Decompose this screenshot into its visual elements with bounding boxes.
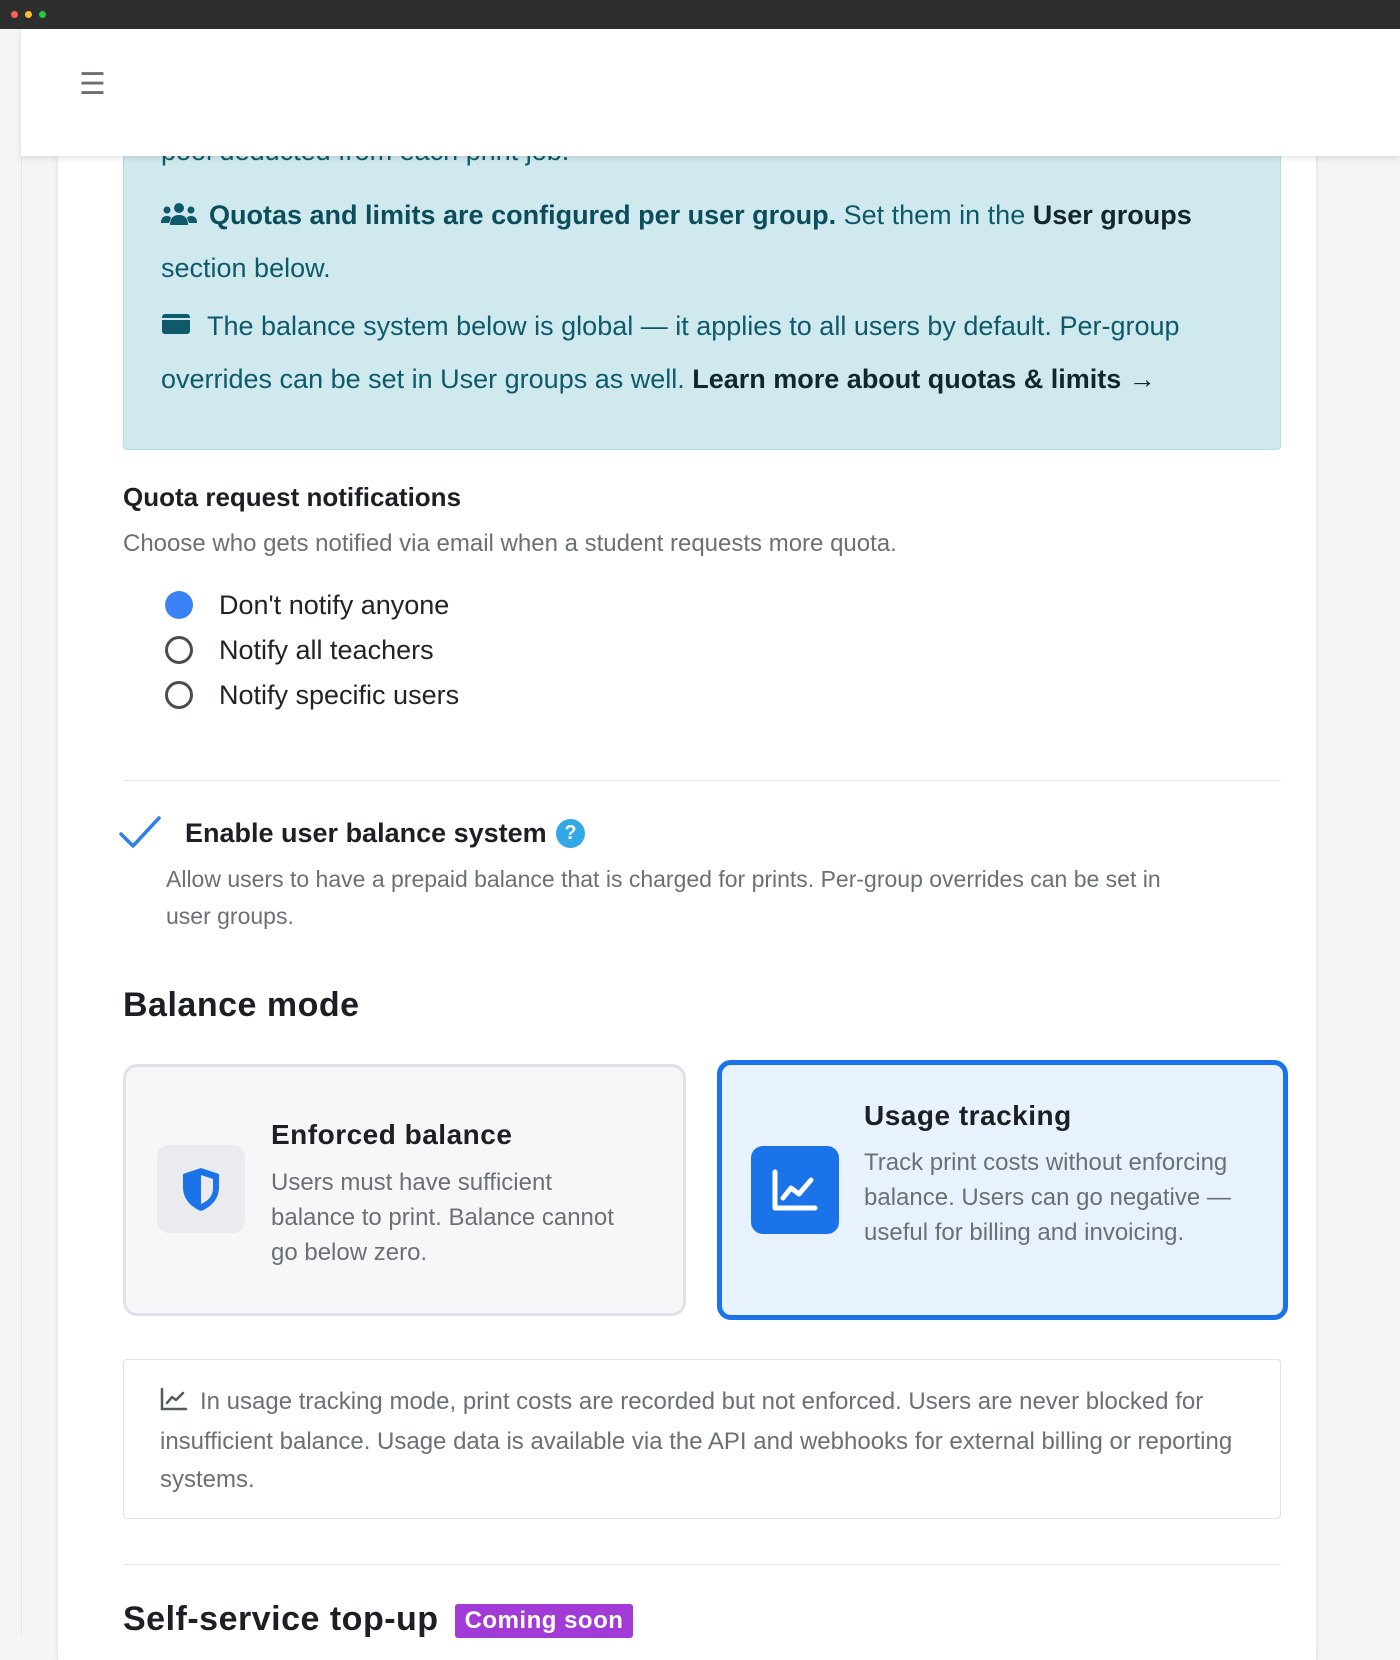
tracking-icon-box — [751, 1146, 839, 1234]
balance-line2-text: overrides can be set in User groups as well. — [161, 364, 693, 394]
window-titlebar — [0, 0, 1400, 29]
usage-tracking-title: Usage tracking — [864, 1100, 1072, 1131]
radio-option-none[interactable] — [165, 588, 449, 622]
shield-icon — [179, 1165, 223, 1213]
enforced-balance-title: Enforced balance — [271, 1119, 513, 1150]
balance-line1-text: The balance system below is global — it applies to all users by default. Per-group — [207, 311, 1180, 341]
section-divider-2 — [123, 1564, 1281, 1565]
info-line-overrides — [161, 364, 1156, 395]
enforced-icon-box — [157, 1145, 245, 1233]
topup-title-text: Self-service top-up — [123, 1600, 439, 1638]
checkmark-icon — [119, 814, 163, 850]
balance-mode-options — [123, 1064, 1281, 1324]
usage-tracking-description: Track print costs without enforcing balance. Users can go negative — useful for billing and invoicing. — [864, 1149, 1231, 1246]
notifications-description: Choose who gets notified via email when a student requests more quota. — [123, 530, 897, 557]
radio-label-dont-notify: Don't notify anyone — [219, 589, 450, 620]
radio-notify-specific[interactable] — [165, 681, 193, 709]
close-window-button[interactable] — [11, 11, 18, 18]
chart-line-icon — [771, 1168, 819, 1212]
learn-more-link[interactable]: Learn more about quotas & limits → — [692, 364, 1156, 394]
wallet-icon — [161, 311, 191, 342]
balance-mode-title: Balance mode — [123, 986, 360, 1024]
info-line-balance — [161, 311, 1180, 342]
help-icon[interactable]: ? — [556, 819, 585, 848]
users-group-icon — [161, 201, 197, 234]
settings-card — [57, 120, 1317, 1660]
user-groups-link[interactable]: User groups — [1032, 200, 1192, 230]
radio-label-notify-specific: Notify specific users — [219, 679, 460, 710]
info-line-section-below: section below. — [161, 253, 331, 283]
hamburger-menu-icon[interactable]: ☰ — [79, 67, 106, 102]
radio-option-teachers[interactable] — [165, 633, 434, 667]
info-line-quota — [161, 200, 1192, 234]
balance-system-label: Enable user balance system — [185, 818, 547, 848]
enforced-balance-card[interactable] — [123, 1064, 686, 1316]
usage-tracking-note — [123, 1359, 1281, 1519]
coming-soon-badge: Coming soon — [455, 1604, 634, 1638]
maximize-window-button[interactable] — [39, 11, 46, 18]
usage-tracking-card[interactable] — [717, 1060, 1288, 1320]
balance-system-description-1: Allow users to have a prepaid balance that is charged for prints. Per-group overrides can be set in — [166, 866, 1161, 892]
quota-bold-text: Quotas and limits are configured per user group. — [209, 200, 837, 230]
left-rail — [0, 29, 22, 1636]
usage-tracking-note-text: In usage tracking mode, print costs are recorded but not enforced. Users are never blocked for insufficient balance. Usage data is available via the API and webhooks for external billing or reporting systems. — [160, 1388, 1233, 1493]
balance-checkbox[interactable] — [119, 814, 163, 855]
top-app-bar — [21, 29, 1400, 156]
section-divider — [123, 780, 1281, 781]
enforced-balance-description: Users must have sufficient balance to print. Balance cannot go below zero. — [271, 1169, 614, 1266]
radio-label-notify-teachers: Notify all teachers — [219, 634, 434, 665]
radio-notify-teachers[interactable] — [165, 636, 193, 664]
self-service-topup-title — [123, 1600, 633, 1639]
radio-dont-notify[interactable] — [165, 591, 193, 619]
minimize-window-button[interactable] — [25, 11, 32, 18]
chart-line-small-icon — [160, 1385, 188, 1423]
quota-rest-text: Set them in the — [836, 200, 1033, 230]
radio-option-specific[interactable] — [165, 678, 459, 712]
balance-system-description-2: user groups. — [166, 903, 294, 929]
notifications-title: Quota request notifications — [123, 482, 462, 512]
